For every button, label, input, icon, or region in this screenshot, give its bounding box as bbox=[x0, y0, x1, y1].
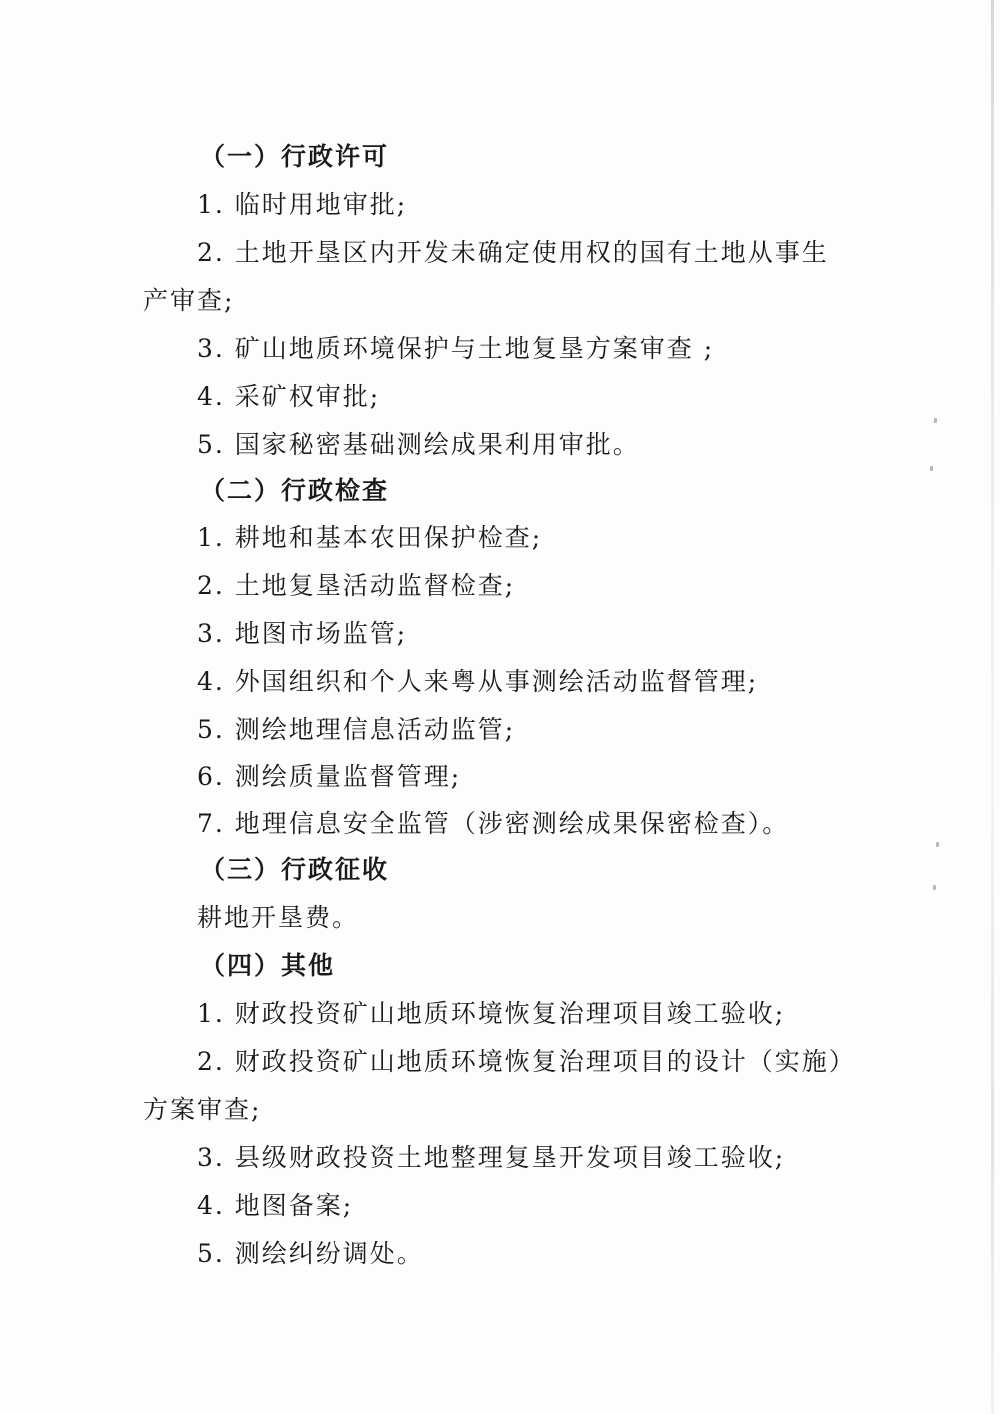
list-item: 4. 采矿权审批; bbox=[197, 382, 381, 411]
list-item: 3. 地图市场监管; bbox=[197, 619, 408, 648]
list-item: 1. 财政投资矿山地质环境恢复治理项目竣工验收; bbox=[197, 999, 786, 1028]
list-item: 3. 县级财政投资土地整理复垦开发项目竣工验收; bbox=[197, 1143, 786, 1172]
list-item: 3. 矿山地质环境保护与土地复垦方案审查 ; bbox=[197, 334, 715, 363]
list-item: 耕地开垦费。 bbox=[197, 903, 360, 932]
list-item: 5. 国家秘密基础测绘成果利用审批。 bbox=[197, 430, 640, 459]
section-heading-3: （三）行政征收 bbox=[200, 855, 390, 884]
list-item-continuation: 产审查; bbox=[143, 286, 235, 315]
list-item: 2. 土地开垦区内开发未确定使用权的国有土地从事生 bbox=[197, 238, 829, 267]
section-heading-1: （一）行政许可 bbox=[200, 142, 390, 171]
list-item: 1. 耕地和基本农田保护检查; bbox=[197, 523, 543, 552]
scan-speck bbox=[936, 842, 939, 847]
list-item: 4. 地图备案; bbox=[197, 1191, 354, 1220]
list-item: 6. 测绘质量监督管理; bbox=[197, 762, 462, 791]
list-item: 7. 地理信息安全监管（涉密测绘成果保密检查）。 bbox=[197, 809, 790, 838]
list-item: 5. 测绘地理信息活动监管; bbox=[197, 715, 516, 744]
list-item-continuation: 方案审查; bbox=[143, 1095, 262, 1124]
scan-speck bbox=[930, 466, 933, 471]
section-heading-4: （四）其他 bbox=[200, 951, 336, 980]
list-item: 1. 临时用地审批; bbox=[197, 190, 408, 219]
scan-edge-shadow bbox=[991, 0, 994, 1414]
list-item: 2. 土地复垦活动监督检查; bbox=[197, 571, 516, 600]
list-item: 5. 测绘纠纷调处。 bbox=[197, 1239, 424, 1268]
list-item: 4. 外国组织和个人来粤从事测绘活动监督管理; bbox=[197, 667, 759, 696]
scan-speck bbox=[934, 418, 937, 423]
section-heading-2: （二）行政检查 bbox=[200, 476, 390, 505]
list-item: 2. 财政投资矿山地质环境恢复治理项目的设计（实施） bbox=[197, 1047, 856, 1076]
scan-speck bbox=[933, 885, 936, 890]
